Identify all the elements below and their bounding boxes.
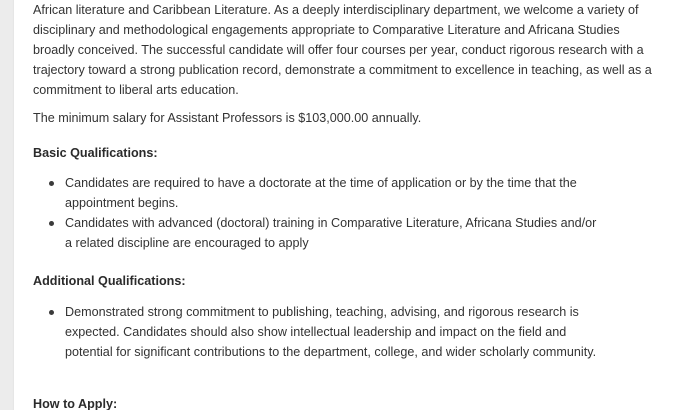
basic-qualifications-list — [33, 173, 653, 253]
intro-paragraph: African literature and Caribbean Literature. As a deeply interdisciplinary department, we welcome a variety of disciplinary and methodological engagements appropriate to Comparative Literature and Africana Studies broadly conceived. The successful candidate will offer four courses per year, conduct rigorous research with a trajectory toward a strong publication record, demonstrate a commitment to excellence in teaching, as well as a commitment to liberal arts education. — [33, 3, 652, 97]
list-item-text: Demonstrated strong commitment to publishing, teaching, advising, and rigorous research is expected. Candidates should also show intellectual leadership and impact on the field and potential for significant contributions to the department, college, and wider scholarly community. — [65, 305, 597, 359]
salary-paragraph: The minimum salary for Assistant Professors is $103,000.00 annually. — [33, 111, 422, 125]
bullet-icon — [49, 181, 54, 186]
list-item-text: Candidates with advanced (doctoral) training in Comparative Literature, Africana Studies and/or a related discipline are encouraged to apply — [65, 216, 597, 250]
list-item — [33, 173, 653, 213]
list-item — [33, 213, 653, 253]
bullet-icon — [49, 310, 54, 315]
bullet-icon — [49, 221, 54, 226]
basic-qualifications-heading: Basic Qualifications: — [33, 146, 158, 160]
additional-qualifications-heading: Additional Qualifications: — [33, 274, 186, 288]
additional-qualifications-list — [33, 302, 653, 362]
list-item — [33, 302, 653, 362]
job-posting-card — [14, 0, 681, 410]
list-item-text: Candidates are required to have a doctorate at the time of application or by the time that the appointment begins. — [65, 176, 577, 210]
how-to-apply-heading: How to Apply: — [33, 397, 118, 410]
